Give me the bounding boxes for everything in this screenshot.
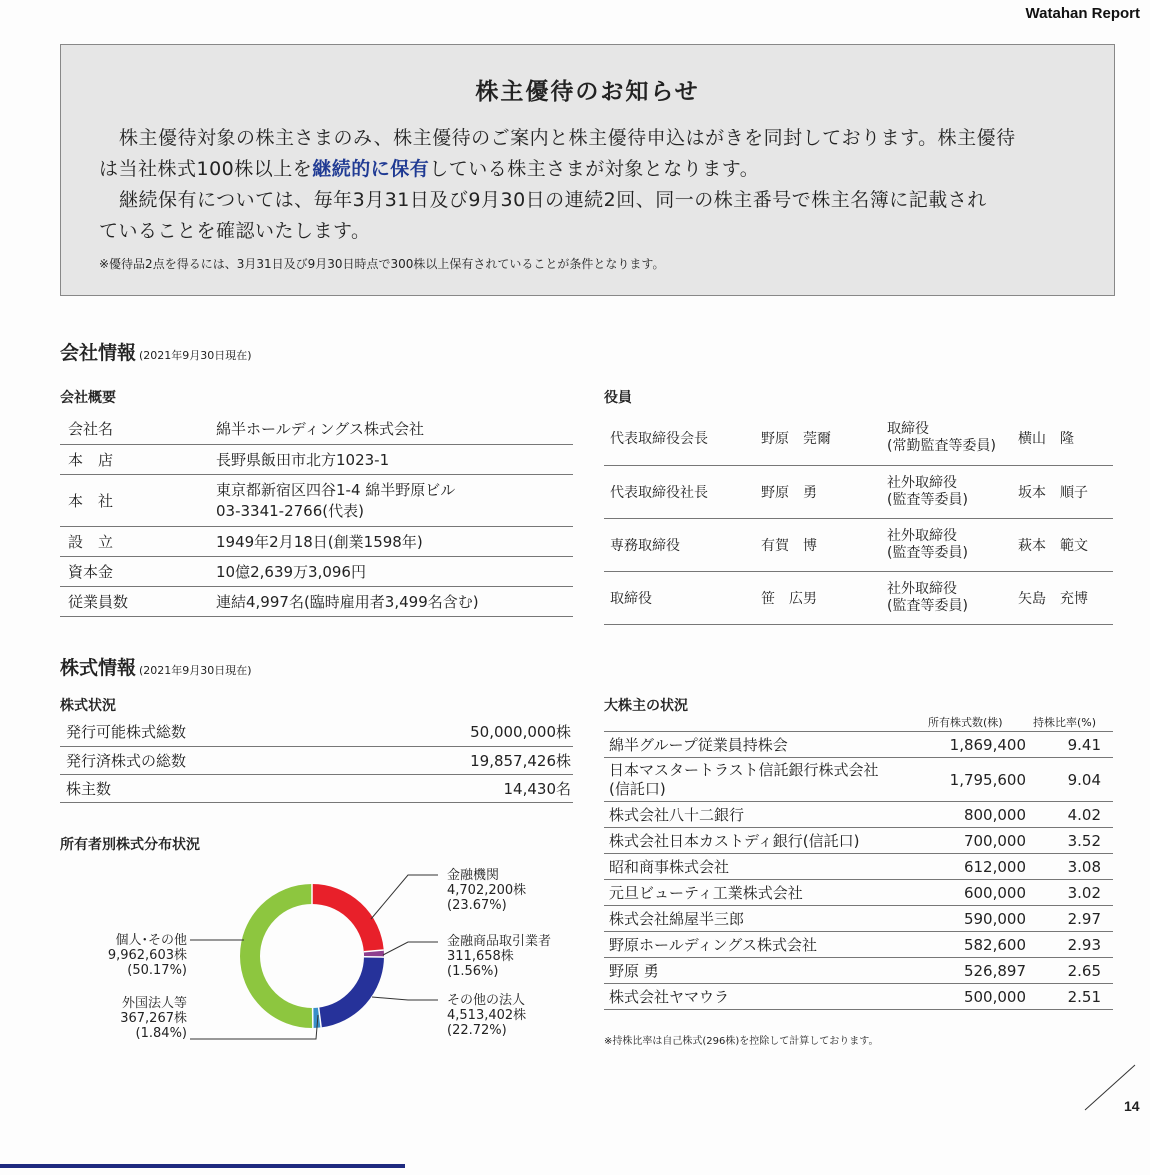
officer-name: 矢島 充博 — [1012, 571, 1113, 624]
officers-title: 役員 — [604, 390, 632, 406]
stock-info-heading: 株式情報 — [60, 657, 137, 679]
stock-info-title — [60, 653, 252, 680]
officer-role: 社外取締役 — [887, 580, 957, 597]
table-row — [604, 828, 1113, 854]
overview-value — [208, 474, 573, 526]
table-row — [60, 586, 573, 616]
shareholder-ratio: 2.97 — [1026, 906, 1113, 932]
table-row — [604, 732, 1113, 758]
officer-role: 取締役 — [887, 421, 929, 438]
status-value: 50,000,000株 — [335, 718, 573, 746]
table-row — [604, 958, 1113, 984]
shareholder-name: 株式会社綿屋半三郎 — [604, 906, 909, 932]
leader-line-corp — [372, 997, 438, 1000]
legend-label: 個人･その他 — [115, 933, 187, 948]
officer-title: 専務取締役 — [604, 518, 755, 571]
table-row — [604, 802, 1113, 828]
shareholder-name-line: 日本マスタートラスト信託銀行株式会社 — [609, 760, 879, 779]
officer-name: 横山 隆 — [1012, 412, 1113, 465]
notice-title: 株主優待のお知らせ — [475, 79, 700, 105]
officer-title: 取締役 — [604, 571, 755, 624]
officer-title: 代表取締役会長 — [604, 412, 755, 465]
shareholder-shares: 600,000 — [909, 880, 1026, 906]
company-info-date: (2021年9月30日現在) — [139, 349, 252, 362]
shareholder-shares: 526,897 — [909, 958, 1026, 984]
shareholder-name: 野原 勇 — [604, 958, 909, 984]
table-row — [604, 854, 1113, 880]
shareholder-name: 昭和商事株式会社 — [604, 854, 909, 880]
shareholder-shares: 1,795,600 — [909, 758, 1026, 802]
stock-status-title: 株式状況 — [60, 698, 116, 714]
shareholder-ratio: 9.41 — [1026, 732, 1113, 758]
overview-label: 本 店 — [60, 444, 208, 474]
legend-securities-firms — [447, 934, 551, 979]
table-row — [60, 556, 573, 586]
shareholder-ratio: 3.08 — [1026, 854, 1113, 880]
legend-percent: (1.84%) — [135, 1026, 187, 1041]
notice-line: 継続保有については、毎年3月31日及び9月30日の連続2回、同一の株主番号で株主名簿に記載され — [119, 189, 987, 211]
table-row — [60, 474, 573, 526]
notice-text: している株主さまが対象となります。 — [429, 158, 760, 180]
overview-label: 設 立 — [60, 526, 208, 556]
distribution-title: 所有者別株式分布状況 — [60, 837, 200, 853]
shareholder-shares: 800,000 — [909, 802, 1026, 828]
table-row — [60, 414, 573, 444]
bottom-accent-bar — [0, 1164, 405, 1168]
officer-name: 笹 広男 — [755, 571, 881, 624]
table-row — [60, 718, 573, 746]
report-brand: Watahan Report — [1025, 5, 1140, 22]
officer-role: 社外取締役 — [887, 474, 957, 491]
shareholder-name: 綿半グループ従業員持株会 — [604, 732, 909, 758]
table-row — [604, 518, 1113, 571]
table-row — [604, 412, 1113, 465]
shareholder-name: 野原ホールディングス株式会社 — [604, 932, 909, 958]
officer-name: 野原 莞爾 — [755, 412, 881, 465]
legend-shares: 4,513,402株 — [447, 1008, 527, 1023]
table-row — [60, 746, 573, 774]
legend-label: 金融機関 — [447, 868, 500, 883]
status-label: 発行済株式の総数 — [60, 746, 335, 774]
legend-financial-institutions — [447, 868, 526, 913]
overview-value: 長野県飯田市北方1023-1 — [208, 444, 573, 474]
shareholder-shares: 500,000 — [909, 984, 1026, 1010]
legend-foreign-corporations — [72, 996, 187, 1041]
legend-label: その他の法人 — [447, 993, 526, 1008]
notice-note: ※優待品2点を得るには、3月31日及び9月30日時点で300株以上保有されていることが条件となります。 — [99, 257, 665, 271]
officer-role-detail: (監査等委員) — [887, 597, 968, 614]
shareholder-ratio: 2.93 — [1026, 932, 1113, 958]
legend-label: 外国法人等 — [121, 996, 187, 1011]
legend-percent: (1.56%) — [447, 964, 499, 979]
legend-label: 金融商品取引業者 — [447, 934, 552, 949]
officer-title — [881, 465, 1012, 518]
shareholder-ratio: 4.02 — [1026, 802, 1113, 828]
shareholder-ratio: 3.52 — [1026, 828, 1113, 854]
status-value: 19,857,426株 — [335, 746, 573, 774]
shareholder-shares: 612,000 — [909, 854, 1026, 880]
officer-title — [881, 412, 1012, 465]
major-shareholders-title: 大株主の状況 — [604, 698, 688, 714]
slice-financial-institutions — [312, 894, 374, 951]
shareholder-name — [604, 758, 909, 802]
shareholder-ratio: 2.65 — [1026, 958, 1113, 984]
overview-value: 連結4,997名(臨時雇用者3,499名含む) — [208, 586, 573, 616]
shareholder-ratio: 3.02 — [1026, 880, 1113, 906]
legend-shares: 367,267株 — [120, 1011, 187, 1026]
shareholder-name: 株式会社日本カストディ銀行(信託口) — [604, 828, 909, 854]
legend-percent: (22.72%) — [447, 1023, 507, 1038]
officer-name: 野原 勇 — [755, 465, 881, 518]
major-shareholders-note: ※持株比率は自己株式(296株)を控除して計算しております。 — [604, 1036, 879, 1047]
notice-box — [60, 44, 1115, 296]
table-row — [604, 932, 1113, 958]
overview-value: 綿半ホールディングス株式会社 — [208, 414, 573, 444]
officer-title — [881, 518, 1012, 571]
donut-group — [250, 884, 384, 1028]
officer-role-detail: (監査等委員) — [887, 491, 968, 508]
officer-role-detail: (監査等委員) — [887, 544, 968, 561]
legend-shares: 311,658株 — [447, 949, 514, 964]
notice-line: 株主優待対象の株主さまのみ、株主優待のご案内と株主優待申込はがきを同封しております。株主優待 — [119, 127, 1016, 149]
officer-role: 社外取締役 — [887, 527, 957, 544]
legend-percent: (23.67%) — [447, 898, 507, 913]
status-label: 発行可能株式総数 — [60, 718, 335, 746]
shareholder-name-line: (信託口) — [609, 779, 666, 798]
phone-line: 03-3341-2766(代表) — [216, 502, 364, 520]
legend-percent: (50.17%) — [127, 963, 187, 978]
notice-line: ていることを確認いたします。 — [99, 220, 371, 242]
notice-paragraph-1 — [99, 123, 1089, 247]
shareholder-name: 株式会社ヤマウラ — [604, 984, 909, 1010]
overview-label: 会社名 — [60, 414, 208, 444]
shareholder-shares: 590,000 — [909, 906, 1026, 932]
officer-name: 萩本 範文 — [1012, 518, 1113, 571]
notice-text: は当社株式100株以上を — [99, 158, 313, 180]
company-info-heading: 会社情報 — [60, 342, 137, 364]
legend-individuals — [72, 933, 187, 978]
column-header-shares: 所有株式数(株) — [928, 716, 1003, 729]
notice-highlight: 継続的に保有 — [312, 158, 430, 180]
stock-status-table — [60, 718, 573, 803]
table-row — [604, 465, 1113, 518]
shareholder-ratio: 9.04 — [1026, 758, 1113, 802]
officer-name: 坂本 順子 — [1012, 465, 1113, 518]
overview-title: 会社概要 — [60, 390, 116, 406]
shareholder-shares: 1,869,400 — [909, 732, 1026, 758]
officer-role-detail: (常勤監査等委員) — [887, 438, 996, 455]
major-shareholders-table — [604, 731, 1113, 1010]
leader-line-fin — [371, 875, 438, 919]
overview-value: 10億2,639万3,096円 — [208, 556, 573, 586]
stock-info-date: (2021年9月30日現在) — [139, 664, 252, 677]
leader-line-sec — [383, 942, 438, 955]
status-value: 14,430名 — [335, 774, 573, 802]
notice-line — [99, 154, 1089, 185]
table-row — [60, 774, 573, 802]
table-row — [60, 526, 573, 556]
shareholder-shares: 700,000 — [909, 828, 1026, 854]
page-number: 14 — [1124, 1098, 1140, 1114]
company-overview-table — [60, 414, 573, 617]
table-row — [60, 444, 573, 474]
legend-shares: 9,962,603株 — [107, 948, 187, 963]
table-row — [604, 758, 1113, 802]
slice-individuals — [250, 894, 313, 1018]
address-line: 東京都新宿区四谷1-4 綿半野原ビル — [216, 481, 456, 499]
officers-table — [604, 412, 1113, 625]
legend-shares: 4,702,200株 — [447, 883, 527, 898]
shareholder-name: 元旦ビューティ工業株式会社 — [604, 880, 909, 906]
overview-label: 資本金 — [60, 556, 208, 586]
status-label: 株主数 — [60, 774, 335, 802]
overview-value: 1949年2月18日(創業1598年) — [208, 526, 573, 556]
overview-label: 従業員数 — [60, 586, 208, 616]
overview-label: 本 社 — [60, 474, 208, 526]
shareholder-shares: 582,600 — [909, 932, 1026, 958]
officer-name: 有賀 博 — [755, 518, 881, 571]
officer-title — [881, 571, 1012, 624]
table-row — [604, 571, 1113, 624]
slice-other-corporations — [320, 957, 374, 1018]
legend-other-corporations — [447, 993, 526, 1038]
table-row — [604, 906, 1113, 932]
shareholder-name: 株式会社八十二銀行 — [604, 802, 909, 828]
column-header-ratio: 持株比率(%) — [1033, 716, 1097, 729]
table-row — [604, 880, 1113, 906]
shareholder-ratio: 2.51 — [1026, 984, 1113, 1010]
company-info-title — [60, 338, 252, 365]
officer-title: 代表取締役社長 — [604, 465, 755, 518]
table-row — [604, 984, 1113, 1010]
